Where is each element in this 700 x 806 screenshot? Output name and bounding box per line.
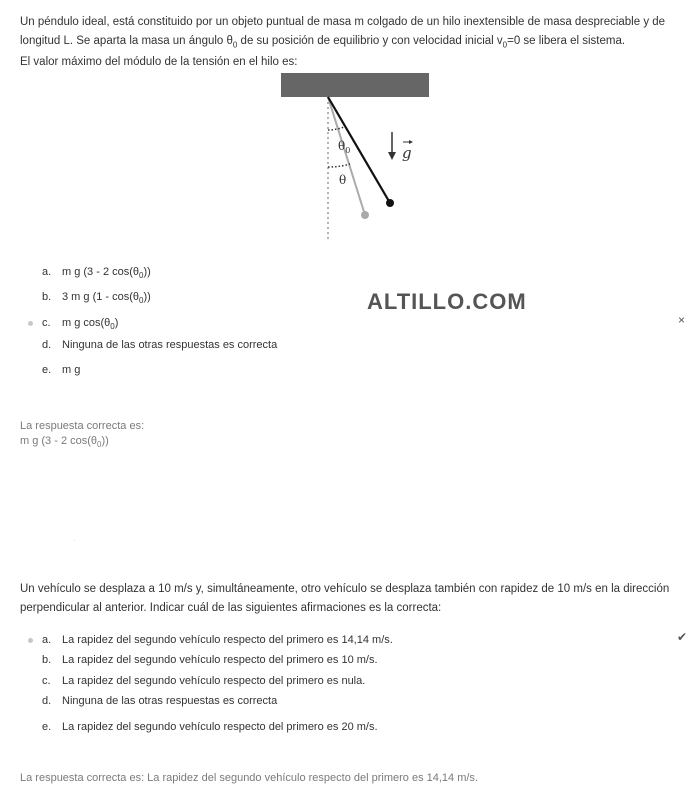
label-g: g [402,144,412,162]
answer-letter: c. [42,675,51,687]
selected-answer-dot-icon [28,638,33,643]
answer-text: m g $\cos(\theta_0)$ [62,317,119,332]
answer-text: La rapidez del segundo vehículo respecto del primero es 20 m/s. [62,721,378,733]
feedback-label: La respuesta correcta es: [20,420,145,432]
faint-mark [74,540,75,541]
label-theta: θ [339,173,347,187]
correct-check-icon: ✔ [677,630,688,644]
question-2-text [20,580,680,618]
answer-letter: a. [42,266,52,278]
question-1-feedback [20,419,144,452]
q2-answer-c[interactable] [20,673,660,691]
answer-text: m g [62,364,81,376]
answer-text: m g (3 - 2 $\cos(\theta_0)$) [62,266,151,281]
gravity-arrowhead [388,152,396,160]
q2-answer-d[interactable] [20,693,660,711]
q2-answer-b[interactable] [20,652,660,670]
answer-text: Ninguna de las otras respuestas es correcta [62,339,278,351]
answer-text: La rapidez del segundo vehículo respecto del primero es nula. [62,675,366,687]
question-1-prompt: El valor máximo del módulo de la tensión en el hilo es: [20,56,298,68]
watermark: ALTILLO.COM [367,289,527,314]
answer-text: La rapidez del segundo vehículo respecto del primero es 14,14 m/s. [62,634,393,646]
answer-text: La rapidez del segundo vehículo respecto del primero es 10 m/s. [62,654,378,666]
q1-answer-e[interactable] [20,362,660,380]
answer-text: Ninguna de las otras respuestas es correcta [62,695,278,707]
pendulum-diagram [278,70,434,244]
answer-letter: d. [42,339,52,351]
pendulum-figure [278,70,434,244]
mass-current-position [361,211,369,219]
selected-answer-dot-icon [28,321,33,326]
label-theta0: $\theta_0$ [338,139,351,155]
answer-letter: e. [42,721,52,733]
q1-answer-d[interactable] [20,337,660,355]
answer-letter: a. [42,634,52,646]
question-2-line-2: perpendicular al anterior. Indicar cuál de las siguientes afirmaciones es la correcta: [20,602,442,614]
string-current-position [328,97,365,215]
ceiling-support [281,73,429,97]
question-2-line-1: Un vehículo se desplaza a 10 m/s y, simultáneamente, otro vehículo se desplaza también con rapidez de 10 m/s en la dirección [20,583,670,595]
answer-letter: b. [42,291,52,303]
question-2-feedback: La respuesta correcta es: La rapidez del segundo vehículo respecto del primero es 14,14 m/s. [20,772,478,784]
answer-letter: b. [42,654,52,666]
q1-answer-c[interactable] [20,315,660,333]
answer-letter: c. [42,317,51,329]
question-1-text [20,13,680,54]
question-1-line-2: longitud L. Se aparta la masa un ángulo $\theta_0$ de su posición de equilibrio y con velocidad inicial $v_0=0$ se libera el sistema. [20,35,626,50]
answer-letter: d. [42,695,52,707]
feedback-answer: m g (3 - 2 $\cos(\theta_0)$) [20,435,109,450]
q2-answer-a[interactable] [20,632,660,650]
incorrect-icon: × [678,313,686,327]
answer-letter: e. [42,364,52,376]
q2-answer-e[interactable] [20,719,660,737]
mass-initial-position [386,199,394,207]
angle-arc-theta [328,164,350,167]
angle-arc-theta0 [328,127,344,130]
q1-answer-b[interactable] [20,289,660,307]
q1-answer-a[interactable] [20,264,660,282]
question-1-line-1: Un péndulo ideal, está constituido por un objeto puntual de masa m colgado de un hilo inextensible de masa despreciable y de [20,16,666,28]
answer-text: 3 m g $(1 - \cos(\theta_0))$ [62,291,151,306]
